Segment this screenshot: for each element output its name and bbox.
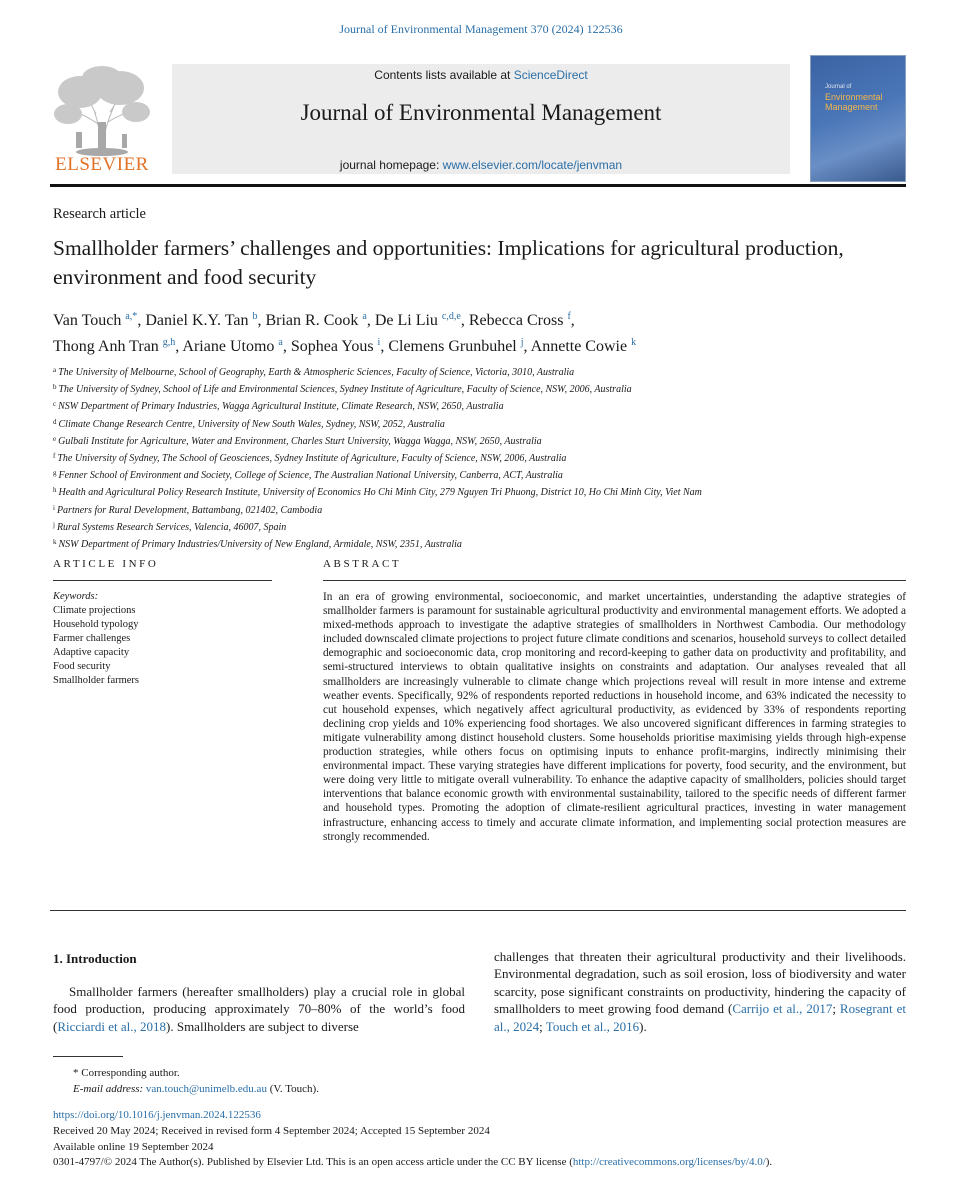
affiliation-text: Partners for Rural Development, Battambang, 021402, Cambodia [56, 504, 323, 516]
publication-info [53, 1108, 913, 1171]
affiliation-key: h [53, 486, 57, 495]
author-separator: , [175, 338, 183, 355]
author-affiliation-marker[interactable]: g,h [162, 337, 176, 348]
affiliation-text: Health and Agricultural Policy Research Institute, University of Economics Ho Chi Minh City, 279 Nguyen Tri Phuong, District 10, Ho Chi Minh City, Viet Nam [58, 487, 702, 499]
homepage-prefix: journal homepage: [339, 158, 443, 172]
author-affiliation-marker[interactable]: f [567, 311, 571, 322]
affiliation-text: Fenner School of Environment and Society, College of Science, The Australian National University, Canberra, ACT, Australia [58, 470, 563, 482]
affiliation-text: NSW Department of Primary Industries/University of New England, Armidale, NSW, 2351, Australia [58, 539, 462, 551]
author-name[interactable]: Clemens Grunbuhel [388, 338, 521, 355]
affiliation-item [53, 363, 913, 380]
author-affiliation-marker[interactable]: j [520, 337, 524, 348]
author-affiliation-marker[interactable]: b [252, 311, 258, 322]
affiliation-item [53, 483, 913, 500]
keyword-item: Climate projections [53, 605, 136, 616]
license-prefix: 0301-4797/© 2024 The Author(s). Published by Elsevier Ltd. This is an open access article under the CC BY license ( [53, 1156, 573, 1169]
license-suffix: ). [765, 1156, 773, 1169]
journal-cover-image[interactable] [810, 55, 906, 182]
keyword-list [53, 604, 139, 688]
cover-title [825, 82, 883, 112]
corresponding-author-note: * Corresponding author. [73, 1067, 180, 1079]
author-name[interactable]: Brian R. Cook [265, 312, 363, 329]
available-online: Available online 19 September 2024 [53, 1140, 214, 1153]
author-separator: , [523, 338, 531, 355]
affiliation-text: Climate Change Research Centre, University of New South Wales, Sydney, NSW, 2052, Australia [58, 418, 445, 430]
keyword-item: Farmer challenges [53, 633, 131, 644]
author-name[interactable]: Thong Anh Tran [53, 338, 163, 355]
affiliation-text: Rural Systems Research Services, Valencia, 46007, Spain [56, 521, 287, 533]
citation-touch-link[interactable]: Touch et al., 2016 [545, 1018, 640, 1034]
intro-right-text: challenges that threaten their agricultural productivity and their livelihoods. Environmental degradation, such as soil erosion, loss of biodiversity and water scarcity, pose significant constraints on productivity, hindering the capacity of smallholders to meet growing food demand ( [494, 949, 906, 1017]
abstract-text: In an era of growing environmental, socioeconomic, and market uncertainties, understanding the adaptive strategies of smallholder farmers is paramount for sustainable agricultural productivity and environmental management efforts. We adopted a mixed-methods approach to investigate the adaptive strategies of smallholders in Northwest Cambodia. Our methodology included downscaled climate projections to project future climate conditions and scenarios, household surveys to collect detailed demographic and socioeconomic data, crop monitoring and record-keeping to gather data on productivity and profitability, and semi-structured interviews to obtain qualitative insights on constraints and adaptation. Our analyses revealed that all smallholders are increasingly vulnerable to climate change which projections reveal will result in more intense and extreme weather events. Specifically, 92% of respondents reported reductions in household income, and 63% indicated the necessity to cut household expenses, which negatively affect agricultural productivity, as evidenced by 33% of respondents reporting declining crop yields and 10% experiencing food shortages. We also uncovered significant differences in farming strategies to mitigate vulnerability among distinct household clusters. Some households prioritise maximising yields through high-expense production strategies, while others focus on optimising inputs to enhance profit-margins, indirectly minimising their environmental impact. These varying strategies have different implications for poverty, food security, and the environment, but were doing very little to mitigate overall vulnerability. To enhance the adaptive capacity of smallholders, policies should target interventions that balance economic growth with environmental sustainability, tailored to the specific needs of different farmer and household types. Promoting the adoption of climate-resilient agricultural practices, investing in water management infrastructure, enhancing access to timely and accurate climate information, and implementing social protection measures are strongly recommended. [323, 591, 906, 843]
cover-small-text: Journal of [825, 84, 852, 90]
abstract-rule [323, 580, 906, 581]
author-name[interactable]: Ariane Utomo [182, 338, 279, 355]
affiliation-key: k [53, 538, 57, 547]
keyword-item: Adaptive capacity [53, 647, 130, 658]
journal-citation[interactable]: Journal of Environmental Management 370 (2024) 122536 [339, 22, 623, 36]
author-name[interactable]: Van Touch [53, 312, 126, 329]
contents-prefix: Contents lists available at [374, 68, 514, 82]
author-affiliation-marker[interactable]: a [278, 337, 283, 348]
author-name[interactable]: Annette Cowie [530, 338, 632, 355]
affiliation-text: The University of Sydney, School of Life and Environmental Sciences, Sydney Institute of Agriculture, Faculty of Science, NSW, 2006, Australia [58, 384, 632, 396]
author-separator: , [257, 312, 266, 329]
header-rule [50, 184, 906, 187]
affiliation-key: b [53, 383, 57, 392]
abstract-bottom-rule [50, 910, 906, 911]
article-type: Research article [53, 206, 146, 222]
article-info-heading: ARTICLE INFO [53, 558, 159, 570]
affiliation-item [53, 466, 913, 483]
citation-rosegrant-link[interactable]: Rosegrant et al., 2024 [494, 1001, 906, 1034]
affiliation-list [53, 363, 913, 552]
author-name[interactable]: Daniel K.Y. Tan [145, 312, 253, 329]
email-suffix: (V. Touch). [266, 1083, 319, 1095]
affiliation-key: i [53, 503, 55, 512]
introduction-heading: 1. Introduction [53, 951, 137, 966]
intro-left-text: Smallholder farmers (hereafter smallholders) play a crucial role in global food production, producing approximately 70–80% of the world’s food ( [53, 984, 465, 1034]
author-name[interactable]: Sophea Yous [290, 338, 378, 355]
affiliation-text: NSW Department of Primary Industries, Wagga Agricultural Institute, Climate Research, NSW, 2650, Australia [58, 401, 504, 413]
homepage-link[interactable]: www.elsevier.com/locate/jenvman [442, 158, 623, 172]
author-line-1 [53, 306, 883, 332]
homepage-line [172, 158, 790, 172]
affiliation-item [53, 518, 913, 535]
cover-line-2: Management [825, 102, 878, 112]
affiliation-key: c [53, 400, 57, 409]
received-dates: Received 20 May 2024; Received in revised form 4 September 2024; Accepted 15 September 2024 [53, 1124, 490, 1137]
author-separator: , [570, 312, 575, 329]
keywords-block [53, 590, 139, 688]
affiliation-key: e [53, 434, 57, 443]
affiliation-item [53, 397, 913, 414]
author-list [53, 306, 883, 358]
article-title: Smallholder farmers’ challenges and opportunities: Implications for agricultural production, environment and food security [53, 236, 844, 289]
author-affiliation-marker[interactable]: k [631, 337, 637, 348]
keyword-item: Household typology [53, 619, 139, 630]
affiliation-text: The University of Melbourne, School of Geography, Earth & Atmospheric Sciences, Faculty of Science, Victoria, 3010, Australia [58, 367, 575, 378]
author-line-2 [53, 332, 883, 358]
journal-header-band [172, 64, 790, 174]
abstract-heading: ABSTRACT [323, 558, 402, 570]
journal-title: Journal of Environmental Management [300, 100, 662, 125]
affiliation-key: g [53, 469, 57, 478]
doi-link[interactable]: https://doi.org/10.1016/j.jenvman.2024.122536 [53, 1109, 261, 1121]
affiliation-item [53, 415, 913, 432]
affiliation-key: d [53, 417, 57, 426]
keyword-item: Smallholder farmers [53, 675, 140, 686]
introduction-paragraph-left [53, 983, 465, 1035]
affiliation-item [53, 432, 913, 449]
affiliation-text: The University of Sydney, The School of Geosciences, Sydney Institute of Agriculture, Faculty of Science, NSW, 2006, Australia [57, 453, 567, 465]
intro-left-tail: ). Smallholders are subject to diverse [166, 1018, 359, 1034]
author-separator: , [282, 338, 291, 355]
email-note [53, 1081, 653, 1097]
affiliation-key: f [53, 452, 56, 461]
cover-line-1: Environmental [825, 92, 883, 102]
affiliation-text: Gulbali Institute for Agriculture, Water and Environment, Charles Sturt University, Wagga Wagga, NSW, 2650, Australia [58, 435, 542, 447]
keywords-label: Keywords: [53, 591, 99, 602]
affiliation-key: j [53, 520, 55, 529]
keyword-item: Food security [53, 661, 111, 672]
author-affiliation-marker[interactable]: a,* [125, 311, 138, 322]
author-name[interactable]: De Li Liu [374, 312, 442, 329]
affiliation-item [53, 380, 913, 397]
citation-ricciardi-link[interactable]: Ricciardi et al., 2018 [57, 1018, 167, 1034]
footnote-rule [53, 1056, 123, 1057]
article-info-rule [53, 580, 272, 581]
author-separator: , [380, 338, 389, 355]
citation-carrijo-link[interactable]: Carrijo et al., 2017 [732, 1001, 833, 1017]
email-link[interactable]: van.touch@unimelb.edu.au [145, 1083, 267, 1095]
affiliation-key: a [53, 366, 57, 374]
elsevier-wordmark[interactable]: ELSEVIER [55, 154, 149, 175]
license-link[interactable]: http://creativecommons.org/licenses/by/4.0/ [572, 1156, 766, 1169]
affiliation-item [53, 449, 913, 466]
author-affiliation-marker[interactable]: i [377, 337, 381, 348]
author-affiliation-marker[interactable]: c,d,e [441, 311, 461, 322]
author-separator: , [366, 312, 375, 329]
contents-line [172, 68, 790, 82]
author-name[interactable]: Rebecca Cross [468, 312, 568, 329]
footnotes [53, 1065, 653, 1097]
affiliation-item [53, 501, 913, 518]
intro-right-tail: ). [639, 1018, 647, 1034]
email-label: E-mail address: [73, 1083, 146, 1095]
author-affiliation-marker[interactable]: a [362, 311, 367, 322]
license-line [53, 1155, 913, 1171]
author-separator: , [137, 312, 146, 329]
affiliation-item [53, 535, 913, 552]
sciencedirect-link[interactable]: ScienceDirect [513, 68, 588, 82]
author-separator: , [460, 312, 469, 329]
introduction-paragraph-right: challenges that threaten their agricultural productivity and their livelihoods. Environmental degradation, such as soil erosion, loss of biodiversity and water scarcity, pose significant constraints on productivity, hindering the capacity of smallholders to meet growing food demand (Carrijo et al., 2017; Rosegrant et al., 2024; Touch et al., 2016). [494, 949, 906, 1034]
